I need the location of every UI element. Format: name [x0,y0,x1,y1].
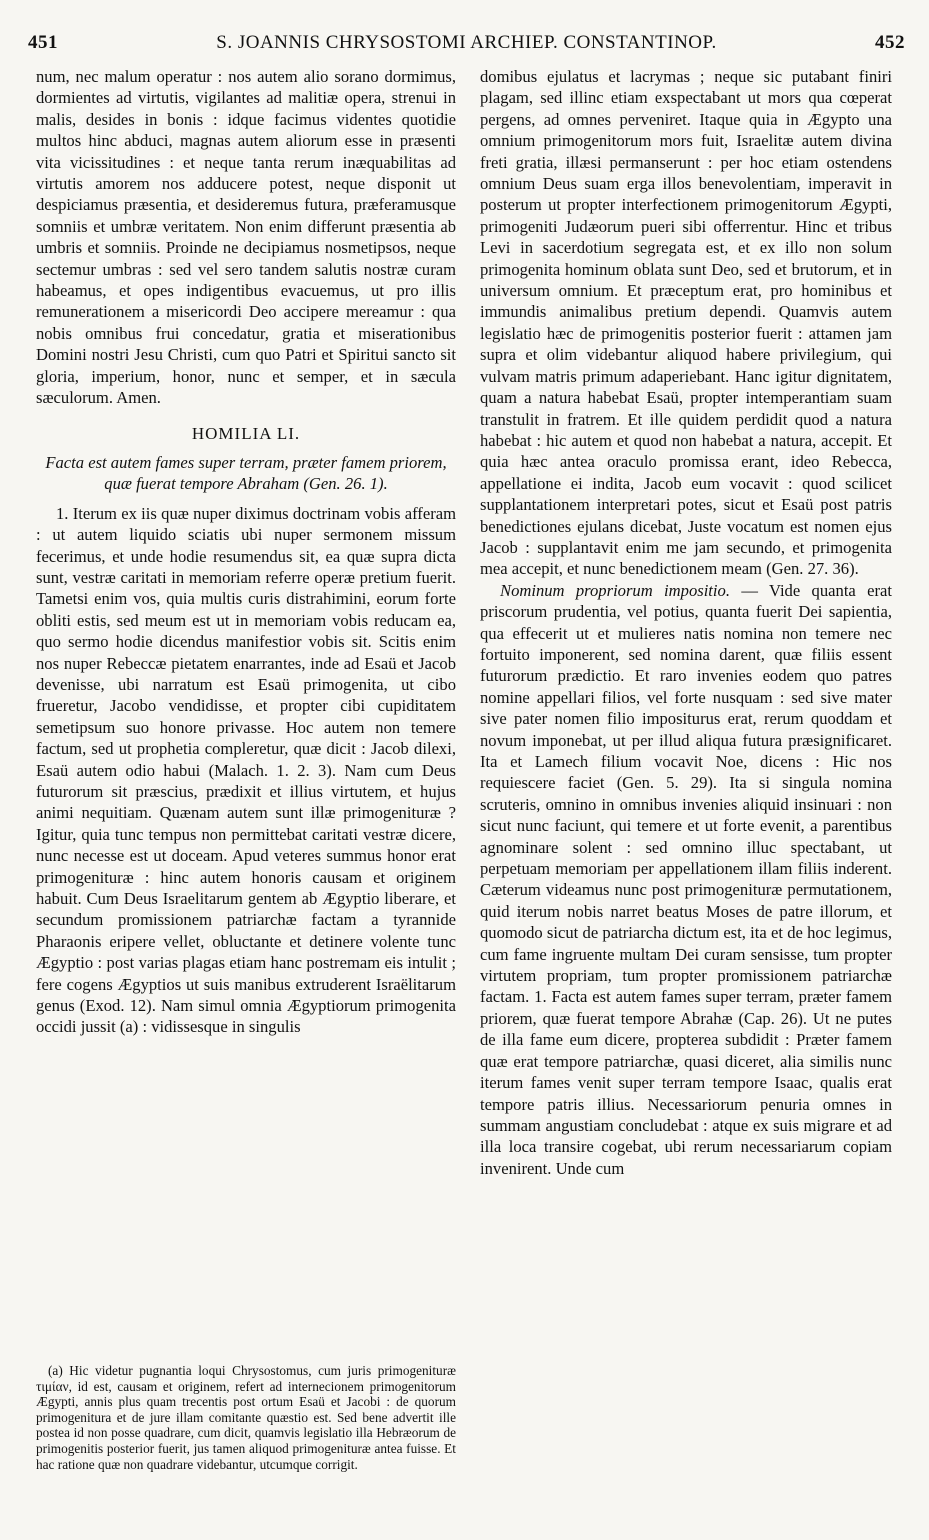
homily-verse: Facta est autem fames super terram, præter famem priorem, quæ fuerat tempore Abraham (Gen. 26. 1). [45,452,447,494]
left-column [36,66,456,1038]
right-column [480,66,892,1179]
subheading-nominum: Nominum propriorum impositio. [500,580,730,600]
left-paragraph-1: 1. Iterum ex iis quæ nuper diximus doctrinam vobis afferam : ut autem liquido sciatis ubi nuper sermonem missum fecerimus, et unde hodie resumendus sit, ea quæ supra dicta sunt, vestræ caritati in memoriam referre operæ pretium fuerit. Tametsi enim vos, quia multis curis distrahimini, eorum forte obliti estis, sed meum est ut in memoriam vobis reducam ea, quo sermo hodie dicendus manifestior vobis sit. Scitis enim nos nuper Rebeccæ pietatem enarrantes, inde ad Esaü et Jacob devenisse, ubi narratum est Esaü primogenita, ut cibo frueretur, Jacobo vendidisse, et propter cibi cupiditatem semetipsum suo honore privasse. Hoc autem non temere factum, sed ut prophetia compleretur, quæ dicit : Jacob dilexi, Esaü autem odio habui (Malach. 1. 2. 3). Nam cum Deus futurorum sit præscius, prædixit et illius virtutem, et hujus animi nequitiam. Quænam autem sunt illæ primogenituræ ? Igitur, quia tunc tempus non permittebat caritati vestræ dicere, nunc necesse est ut doceam. Apud veteres summus honor erat primogenituræ : hinc autem honoris causam et originem habuit. Cum Deus Israelitarum gentem ab Ægyptio liberare, et secundum promissionem patriarchæ factam a tyrannide Pharaonis eripere vellet, obluctante et detinere volente tunc Ægyptio : post varias plagas etiam hanc postremam eis intulit ; fere cogens Ægyptios ut suis manibus extruderent Israëlitarum genus (Exod. 12). Nam simul omnia Ægyptiorum primogenita occidi jussit (a) : vidissesque in singulis [36,503,456,1037]
right-paragraph-2-text: — Vide quanta erat priscorum prudentia, vel potius, quanta fuerit Dei sapientia, qua effecerit ut et mulieres natis nomina non temere nec fortuito imponerent, sed nomina darent, quæ filiis essent futurorum prædictio. Et raro invenies eodem quo patres nomine appellari filios, vel forte nusquam : sed sive mater sive pater nomen filio impositurus erat, rerum quoddam et novum imponebat, ut per illud aliqua futura præsignificaret. Ita et Lamech filium vocavit Noe, dicens : Hic nos requiescere faciet (Gen. 5. 29). Ita si singula nomina scruteris, omnino in omnibus invenies aliquid insinuari : non sicut nunc faciunt, qui temere et ut forte evenit, a parentibus agnominare solent : sed omnino illuc spectabant, ut perpetuam memoriam per appellationem illam filiis inderent. Cæterum videamus nunc post primogenituræ permutationem, quid iterum nobis narret beatus Moses de patre illorum, et quomodo sicut de patriarcha dictum est, ita et de hoc legimus, cum fame ingruente multam Dei curam sensisse, tum propter virtutem propriam, tum propter promissionem patriarchæ factam. 1. Facta est autem fames super terram, præter famem priorem, quæ fuerat tempore Abrahæ (Cap. 26). Ut ne putes de illa fame eum dicere, propterea subdidit : Præter famem quæ erat tempore patriarchæ, quasi diceret, alia similis nunc iterum fames venit super terram tempore Isaac, qualis erat tempore patris illius. Necessariorum penuria omnes in summam angustiam concludebat : atque ex suis migrare et ad illa loca transire cogebat, ubi rerum necessariarum copiam invenirent. Unde cum [480,580,892,1178]
right-continued-paragraph: domibus ejulatus et lacrymas ; neque sic putabant finiri plagam, sed illinc etiam exspectabant ut mors qua cœperat pergens, ad omnes perveniret. Itaque quia in Ægypto una omnium primogenitorum mors fuit, Israelitæ autem divina freti gratia, illæsi permanserunt : per hoc etiam ostendens omnium Deus suam erga illos benevolentiam, imperavit in posterum ut propter interfectionem primogenitorum Ægypti, primogeniti Judæorum pueri sibi offerrentur. Hinc et tribus Levi in sacerdotium segregata est, et ex illo non solum primogenita hominum oblata sunt Deo, sed et brutorum, et in universum omnium. Et præceptum erat, pro hominibus et immundis animalibus pretium dependi. Quamvis autem legislatio hæc de primogenitis posterior fuerit : attamen jam supra et olim videbantur aliquod habere privilegium, qui vulvam matris primum adaperiebant. Hanc igitur dignitatem, quam a natura habebat Esaü, propter intemperantiam suam transtulit in fratrem. Et ille quidem perdidit quod a natura habebat : hic autem et quod non habebat a natura, accepit. Et quia hæc antea oraculo promissa erant, ideo Rebecca, appellatione ei indita, Jacob eum vocavit : quod scilicet supplantationem interpretari potes, sicut et Esaü post patris benedictiones ejulans dicebat, Juste vocatum est nomen ejus Jacob : supplantavit enim me jam secundo, et primogenita mea accepit, et nunc benedictionem meam (Gen. 27. 36). [480,67,892,579]
page-number-left: 451 [28,32,58,53]
right-paragraph-2 [480,580,892,1179]
footnote-text: (a) Hic videtur pugnantia loqui Chrysostomus, cum juris primogenituræ τιμίαν, id est, causam et originem, refert ad internecionem primogenitorum Ægypti, annis plus quam trecentis post ortum Esaü et Jacobi : de quorum primogenitura et de jure illam comitante quæstio est. Sed bene advertit ille postea id non posse quadrare, cum dicit, quamvis legislatio illa Hebræorum de primogenitis posterior fuerit, jus tamen aliquod primogenituræ antea fuisse. Et hac ratione quæ non quadrare videbantur, utcumque corrigit. [36,1363,456,1472]
page-number-right: 452 [875,32,905,53]
homily-title: HOMILIA LI. [191,423,301,443]
footnote [36,1363,456,1472]
left-continued-paragraph: num, nec malum operatur : nos autem alio sorano dormimus, dormientes ad virtutis, vigilantes ad malitiæ opera, strenui in malis, desides in bonis : idque facimus videntes quotidie multos hinc abduci, magnas autem aliorum esse in præsenti vita vicissitudines : et neque tanta rerum inæquabilitas ad virtutis amorem nos adducere potest, neque disponit ut despiciamus præsentia, et desideremus futura, præferamusque somniis et umbræ veritatem. Non enim differunt præsentia ab umbris et somniis. Proinde ne decipiamus nosmetipsos, neque sectemur umbras : sed vel sero tandem salutis nostræ curam habeamus, et opes indigentibus evacuemus, ut pro illis remunerationem a misericordi Deo accipere mereamur : qua nobis omnibus frui concedatur, gratia et miserationibus Domini nostri Jesu Christi, cum quo Patri et Spiritui sancto sit gloria, imperium, honor, nunc et semper, et in sæcula sæculorum. Amen. [36,67,456,408]
running-header [28,32,905,58]
running-title: S. JOANNIS CHRYSOSTOMI ARCHIEP. CONSTANTINOP. [216,32,717,53]
